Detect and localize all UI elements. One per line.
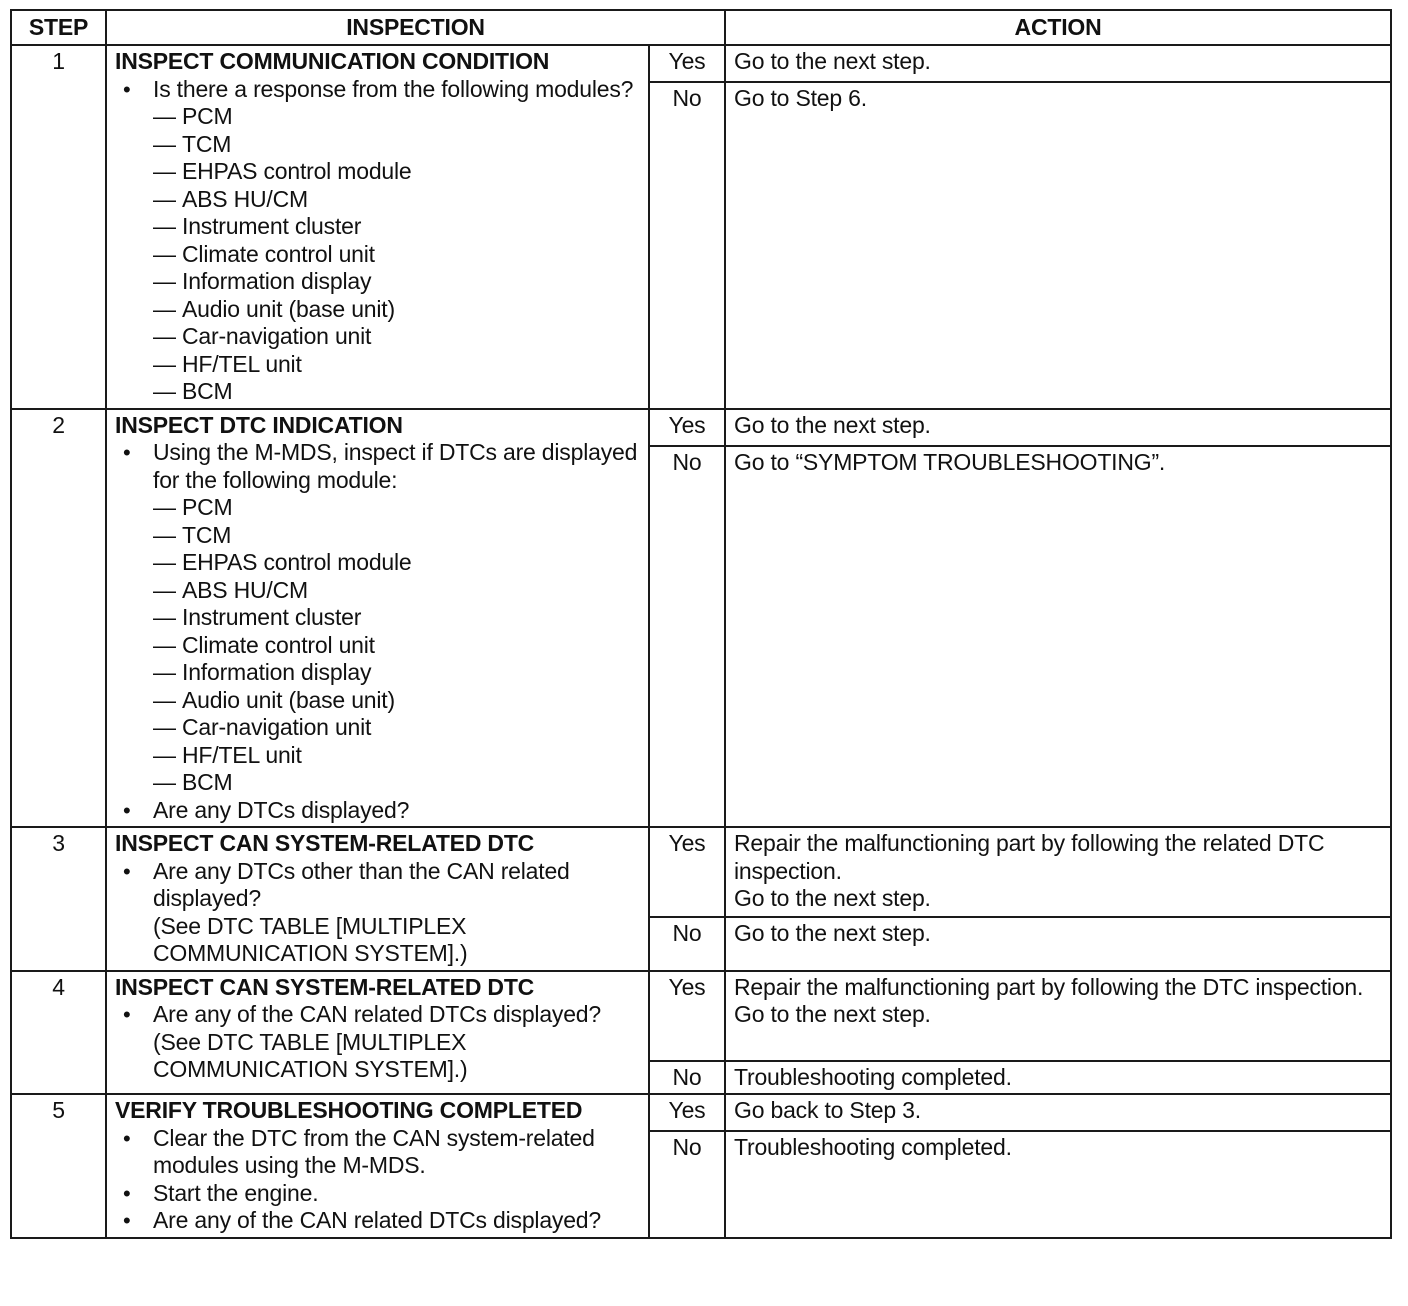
step-2-yes-action: Go to the next step. [725,409,1391,446]
module-item: — HF/TEL unit [153,742,640,770]
module-item: — Car-navigation unit [153,323,640,351]
step-1-question: • Is there a response from the following modules? — PCM — TCM — EHPAS control module — ABS HU/CM — Instrument cluster — Climate control unit — Information display — Audio unit (base unit) — Car-navigation unit — HF/TEL unit — BCM [115,76,640,406]
header-inspection: INSPECTION [106,10,725,45]
step-5-yes-action: Go back to Step 3. [725,1094,1391,1131]
step-5-no-action: Troubleshooting completed. [725,1131,1391,1238]
step-1-yes-label: Yes [649,45,725,82]
step-4-reference: (See DTC TABLE [MULTIPLEX COMMUNICATION SYSTEM].) [153,1028,468,1082]
step-3-yes-row [11,827,1391,917]
module-item: — HF/TEL unit [153,351,640,379]
step-5-no-label: No [649,1131,725,1238]
header-step: STEP [11,10,106,45]
header-row [11,10,1391,45]
step-5-yes-row [11,1094,1391,1131]
step-4-no-action: Troubleshooting completed. [725,1061,1391,1095]
step-1-yes-row [11,45,1391,82]
step-3-question: • Are any DTCs other than the CAN related displayed? [115,858,640,913]
step-3-yes-action-line-1: Repair the malfunctioning part by following the related DTC inspection. [734,830,1325,884]
step-3-yes-action-line-2: Go to the next step. [734,885,931,911]
module-item: — BCM [153,378,640,406]
module-item: — Instrument cluster [153,604,640,632]
step-5-number: 5 [11,1094,106,1238]
module-item: — Climate control unit [153,632,640,660]
step-5-title: VERIFY TROUBLESHOOTING COMPLETED [115,1097,583,1123]
step-3-yes-action [725,827,1391,917]
module-item: — Climate control unit [153,241,640,269]
step-4-question: • Are any of the CAN related DTCs displayed? [115,1001,640,1029]
step-2-no-action: Go to “SYMPTOM TROUBLESHOOTING”. [725,446,1391,828]
module-item: — ABS HU/CM [153,577,640,605]
step-1-number: 1 [11,45,106,409]
step-5-inspection [106,1094,649,1238]
step-2-title: INSPECT DTC INDICATION [115,411,403,438]
step-2-yes-label: Yes [649,409,725,446]
step-2-number: 2 [11,409,106,828]
step-4-yes-action [725,971,1391,1061]
module-item: — Car-navigation unit [153,714,640,742]
step-2-question: • Using the M-MDS, inspect if DTCs are displayed for the following module: — PCM — TCM — EHPAS control module — ABS HU/CM — Instrument cluster — Climate control unit — Information display — Audio unit (base unit) — Car-navigation unit — HF/TEL unit — BCM [115,439,640,797]
step-4-yes-row [11,971,1391,1061]
step-1-no-action: Go to Step 6. [725,82,1391,409]
step-4-yes-action-line-2: Go to the next step. [734,1001,931,1027]
module-item: — TCM [153,131,640,159]
module-item: — Instrument cluster [153,213,640,241]
step-5-instruction-1: • Clear the DTC from the CAN system-related modules using the M-MDS. [115,1125,640,1180]
module-item: — Information display [153,659,640,687]
module-item: — PCM [153,103,640,131]
module-item: — EHPAS control module [153,549,640,577]
step-5-yes-label: Yes [649,1094,725,1131]
step-5-instruction-2: • Start the engine. [115,1180,640,1208]
troubleshooting-table [10,9,1392,1239]
module-item: — ABS HU/CM [153,186,640,214]
step-2-question-2: • Are any DTCs displayed? [115,797,640,825]
step-1-inspection [106,45,649,409]
step-1-module-list [153,103,640,406]
step-3-yes-label: Yes [649,827,725,917]
module-item: — Audio unit (base unit) [153,687,640,715]
step-5-question: • Are any of the CAN related DTCs displayed? [115,1207,640,1235]
step-3-number: 3 [11,827,106,971]
step-2-inspection [106,409,649,828]
step-1-title: INSPECT COMMUNICATION CONDITION [115,48,550,74]
module-item: — TCM [153,522,640,550]
step-4-no-label: No [649,1061,725,1095]
step-1-no-label: No [649,82,725,409]
step-3-no-label: No [649,917,725,971]
module-item: — BCM [153,769,640,797]
step-3-no-action: Go to the next step. [725,917,1391,971]
step-2-no-label: No [649,446,725,828]
step-3-inspection [106,827,649,971]
step-2-module-list [153,494,640,797]
step-4-yes-action-line-1: Repair the malfunctioning part by following the DTC inspection. [734,973,1364,1000]
step-1-yes-action: Go to the next step. [725,45,1391,82]
step-3-title: INSPECT CAN SYSTEM-RELATED DTC [115,830,535,856]
module-item: — PCM [153,494,640,522]
module-item: — EHPAS control module [153,158,640,186]
step-2-yes-row [11,409,1391,446]
step-4-title: INSPECT CAN SYSTEM-RELATED DTC [115,973,535,1000]
step-4-inspection [106,971,649,1095]
step-4-yes-label: Yes [649,971,725,1061]
module-item: — Audio unit (base unit) [153,296,640,324]
header-action: ACTION [725,10,1391,45]
module-item: — Information display [153,268,640,296]
step-4-number: 4 [11,971,106,1095]
step-3-reference: (See DTC TABLE [MULTIPLEX COMMUNICATION SYSTEM].) [153,912,468,966]
